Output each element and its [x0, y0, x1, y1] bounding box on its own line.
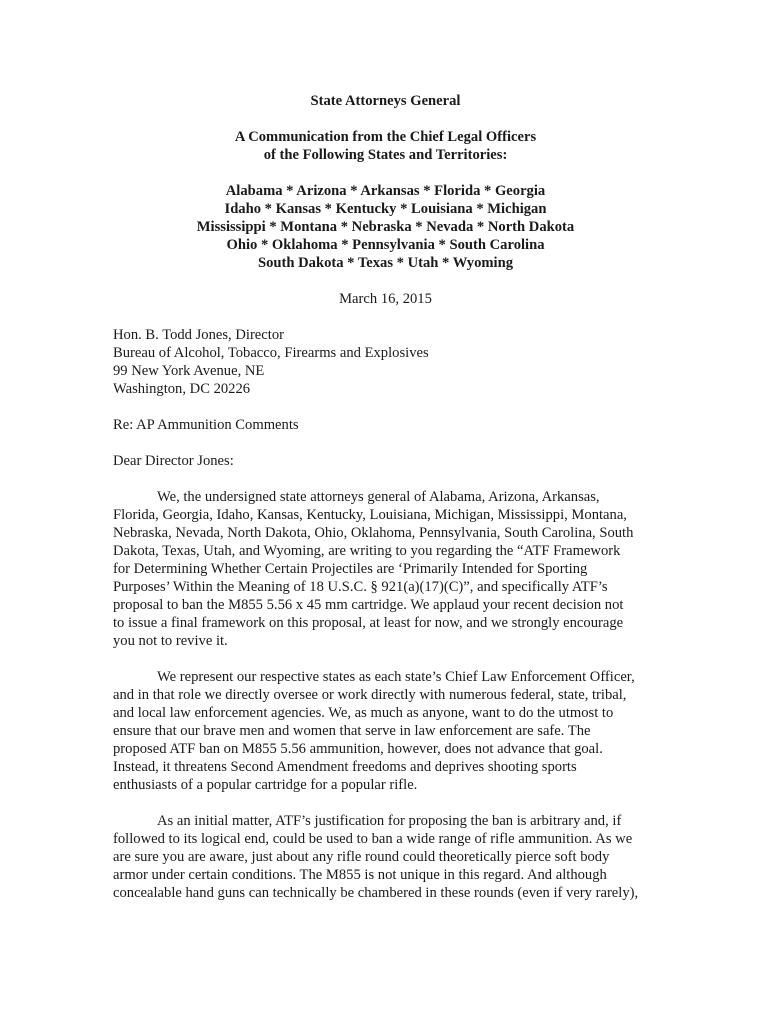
salutation: Dear Director Jones:	[113, 453, 234, 469]
recipient-address	[113, 326, 658, 398]
subject-line: Re: AP Ammunition Comments	[113, 417, 299, 433]
paragraph-line: ensure that our brave men and women that serve in law enforcement are safe. The	[113, 723, 591, 739]
paragraph-line: concealable hand guns can technically be chambered in these rounds (even if very rarely),	[113, 885, 639, 901]
paragraph-line: to issue a final framework on this proposal, at least for now, and we strongly encourage	[113, 615, 624, 631]
recipient-line: Washington, DC 20226	[113, 381, 251, 397]
paragraph-line: We represent our respective states as each state’s Chief Law Enforcement Officer,	[157, 669, 635, 685]
letterhead-subtitle-line: of the Following States and Territories:	[263, 147, 508, 163]
letter-date: March 16, 2015	[339, 291, 432, 307]
paragraph-line: enthusiasts of a popular cartridge for a popular rifle.	[113, 777, 418, 793]
paragraph-line: Dakota, Texas, Utah, and Wyoming, are writing to you regarding the “ATF Framework	[113, 543, 621, 559]
paragraph-line: Florida, Georgia, Idaho, Kansas, Kentucky, Louisiana, Michigan, Mississippi, Montana,	[113, 507, 627, 523]
paragraph-line: you not to revive it.	[113, 633, 228, 649]
paragraph-line: proposed ATF ban on M855 5.56 ammunition, however, does not advance that goal.	[113, 741, 603, 757]
body-paragraph	[113, 488, 658, 650]
paragraph-line: proposal to ban the M855 5.56 x 45 mm cartridge. We applaud your recent decision not	[113, 597, 624, 613]
paragraph-line: Nebraska, Nevada, North Dakota, Ohio, Oklahoma, Pennsylvania, South Carolina, South	[113, 525, 634, 541]
recipient-line: Hon. B. Todd Jones, Director	[113, 327, 284, 343]
recipient-line: 99 New York Avenue, NE	[113, 363, 265, 379]
paragraph-line: for Determining Whether Certain Projectiles are ‘Primarily Intended for Sporting	[113, 561, 588, 577]
recipient-line: Bureau of Alcohol, Tobacco, Firearms and Explosives	[113, 345, 429, 361]
letterhead	[113, 92, 658, 272]
body-paragraph	[113, 668, 658, 794]
states-line: Idaho * Kansas * Kentucky * Louisiana * Michigan	[224, 201, 547, 217]
paragraph-line: armor under certain conditions. The M855 is not unique in this regard. And although	[113, 867, 607, 883]
states-line: Mississippi * Montana * Nebraska * Nevada * North Dakota	[196, 219, 575, 235]
states-line: Ohio * Oklahoma * Pennsylvania * South Carolina	[226, 237, 545, 253]
letterhead-subtitle-line: A Communication from the Chief Legal Officers	[234, 129, 537, 145]
paragraph-line: and in that role we directly oversee or work directly with numerous federal, state, tribal,	[113, 687, 627, 703]
states-line: South Dakota * Texas * Utah * Wyoming	[257, 255, 514, 271]
paragraph-line: We, the undersigned state attorneys general of Alabama, Arizona, Arkansas,	[157, 489, 600, 505]
paragraph-line: followed to its logical end, could be used to ban a wide range of rifle ammunition. As we	[113, 831, 633, 847]
letterhead-title: State Attorneys General	[310, 93, 461, 109]
letter-content	[113, 92, 658, 902]
paragraph-line: are sure you are aware, just about any rifle round could theoretically pierce soft body	[113, 849, 610, 865]
paragraph-line: As an initial matter, ATF’s justification for proposing the ban is arbitrary and, if	[157, 813, 622, 829]
paragraph-line: and local law enforcement agencies. We, as much as anyone, want to do the utmost to	[113, 705, 614, 721]
body-paragraph	[113, 812, 658, 902]
states-line: Alabama * Arizona * Arkansas * Florida * Georgia	[225, 183, 546, 199]
paragraph-line: Instead, it threatens Second Amendment freedoms and deprives shooting sports	[113, 759, 577, 775]
paragraph-line: Purposes’ Within the Meaning of 18 U.S.C. § 921(a)(17)(C)”, and specifically ATF’s	[113, 579, 608, 595]
